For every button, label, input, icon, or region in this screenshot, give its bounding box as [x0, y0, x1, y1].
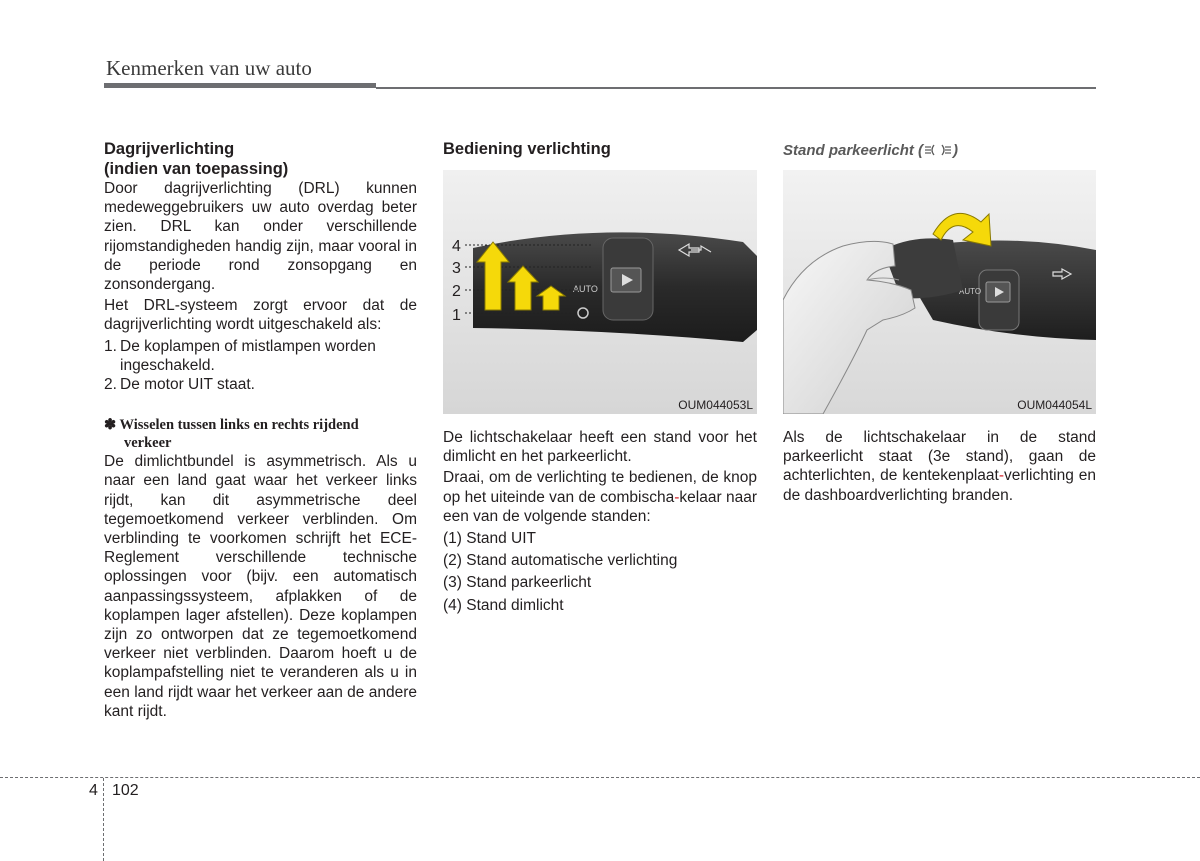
light-control-heading: Bediening verlichting — [443, 140, 611, 158]
note-heading-line1: ✽ Wisselen tussen links en rechts rijdend — [104, 417, 359, 434]
drl-paragraph-1: Door dagrijverlichting (DRL) kunnen medeweggebruikers uw auto overdag beter zien. DRL kan onder verschillende rijomstandigheden handig zijn, maar vooral in de periode rond zonsopgang en zonsondergang. — [104, 180, 417, 294]
column-drl — [104, 140, 417, 723]
drl-list-item-1 — [104, 337, 417, 375]
position-label-3: 3 — [452, 260, 461, 277]
drl-paragraph-2: Het DRL-systeem zorgt ervoor dat de dagrijverlichting wordt uitgeschakeld als: — [104, 297, 417, 334]
figure-light-switch-positions — [443, 170, 757, 414]
drl-list-num-2: 2. — [104, 376, 117, 394]
header-rule-thin — [376, 87, 1096, 89]
light-control-paragraph-2a: Draai, om de verlichting te bedienen, de knop op het uiteinde van de combischa — [443, 469, 757, 506]
position-label-2: 2 — [452, 283, 461, 300]
page-number: 102 — [112, 782, 139, 799]
column-light-control — [443, 140, 757, 160]
parking-light-icon — [923, 143, 953, 157]
header-title: Kenmerken van uw auto — [106, 56, 312, 80]
chapter-number: 4 — [89, 782, 98, 799]
light-control-paragraph-1: De lichtschakelaar heeft een stand voor het dimlicht en het parkeerlicht. — [443, 429, 757, 466]
note-heading — [104, 416, 417, 452]
red-hyphen-2: - — [998, 467, 1005, 485]
column-parking-light — [783, 140, 1096, 160]
light-control-paragraph-2b: kelaar naar een van de volgende standen: — [443, 488, 758, 525]
parking-light-caption — [783, 141, 1096, 160]
drl-list-text-2: De motor UIT staat. — [120, 376, 255, 394]
position-item-3: (3) Stand parkeerlicht — [443, 574, 592, 592]
drl-list-num-1: 1. — [104, 337, 117, 355]
drl-list-item-2 — [104, 375, 417, 394]
figure-code-1: OUM044053L — [678, 398, 753, 412]
note-paragraph: De dimlichtbundel is asymmetrisch. Als u naar een land gaat waar het verkeer links rijdt, kan dit asymmetrische deel tegemoetkomend verkeer verblinden. Om verblinding te voorkomen schrijft het ECE-Reglement verschillende technische oplossingen voor (bijv. een automatisch aanpassingssysteem, afplakken of de koplampen lager afstellen). Deze koplampen zijn zo ontworpen dat ze tegemoetkomend verkeer niet verblinden. Daarom hoeft u de koplampafstelling niet te veranderen als u in een land rijdt waar het verkeer aan de andere kant rijdt. — [104, 453, 417, 720]
footer-dashed-divider — [103, 778, 104, 861]
light-control-text — [443, 428, 757, 615]
parking-caption-text: Stand parkeerlicht ( — [783, 142, 924, 159]
parking-light-paragraph-a: Als de lichtschakelaar in de stand parkeerlicht staat (3e stand), gaan de achterlichten, de kentekenplaat — [783, 429, 1096, 485]
footer-dashed-rule — [0, 777, 1200, 778]
auto-label-2: AUTO — [959, 287, 982, 296]
drl-heading-line2: (indien van toepassing) — [104, 159, 289, 178]
figure-code-2: OUM044054L — [1017, 398, 1092, 412]
position-item-2: (2) Stand automatische verlichting — [443, 552, 678, 570]
note-heading-line2: verkeer — [124, 435, 172, 452]
light-control-paragraph-2 — [443, 468, 757, 526]
drl-heading-line1: Dagrijverlichting — [104, 140, 235, 158]
position-label-1: 1 — [452, 307, 461, 324]
red-hyphen-1: - — [674, 488, 680, 506]
hand-turning-switch-illustration — [783, 170, 1096, 414]
figure-parking-light — [783, 170, 1096, 414]
position-label-4: 4 — [452, 238, 461, 255]
parking-light-paragraph-b: verlichting en de dashboardverlichting branden. — [783, 467, 1096, 504]
light-switch-illustration — [443, 170, 757, 414]
parking-caption-close: ) — [953, 142, 959, 159]
drl-list-text-1: De koplampen of mistlampen worden ingeschakeld. — [120, 337, 376, 374]
position-item-4: (4) Stand dimlicht — [443, 596, 564, 614]
header-rule-thick — [104, 83, 376, 88]
parking-light-paragraph — [783, 428, 1096, 505]
position-item-1: (1) Stand UIT — [443, 530, 537, 548]
auto-label: AUTO — [573, 284, 598, 294]
parking-light-text — [783, 428, 1096, 507]
